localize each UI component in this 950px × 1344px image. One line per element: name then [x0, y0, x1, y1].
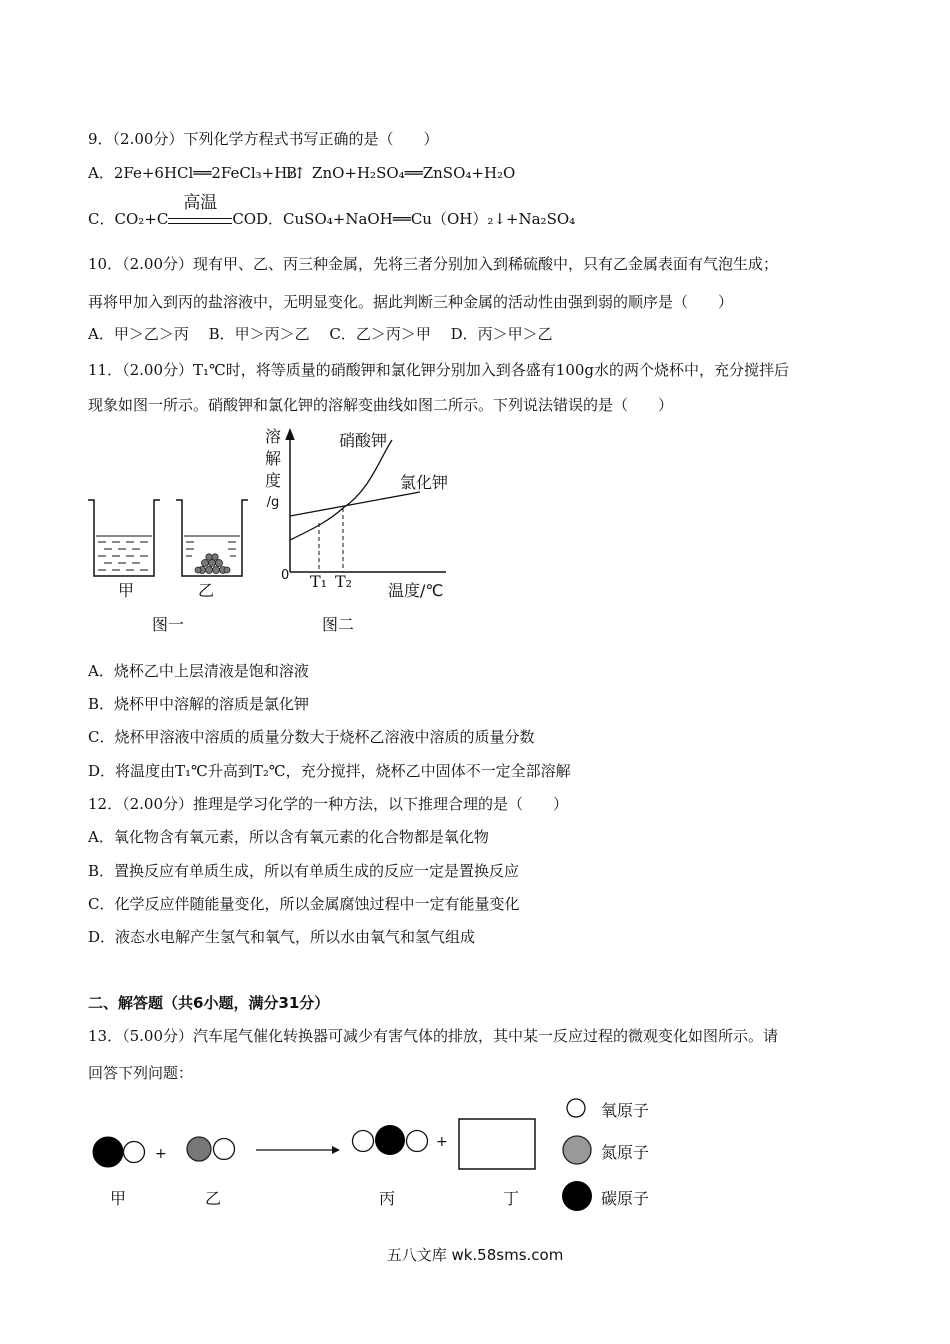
q12-stem: 12．（2.00分）推理是学习化学的一种方法，以下推理合理的是（ ） [88, 795, 568, 813]
figure-two-caption: 图二 [322, 615, 355, 634]
molecule-ding-box [459, 1119, 535, 1169]
section-heading: 二、解答题（共6小题，满分31分） [88, 994, 330, 1012]
label-yi: 乙 [205, 1189, 222, 1208]
q10-options: A．甲＞乙＞丙 B．甲＞丙＞乙 C．乙＞丙＞甲 D．丙＞甲＞乙 [88, 325, 553, 343]
legend-carbon-icon [562, 1181, 592, 1211]
molecule-yi [187, 1137, 235, 1161]
beaker-yi-label: 乙 [198, 581, 215, 600]
q12-option-d: D．液态水电解产生氢气和氧气，所以水由氧气和氢气组成 [88, 928, 476, 946]
q13-stem-line2: 回答下列问题： [88, 1064, 194, 1082]
q9-option-b: B．ZnO+H₂SO₄══ZnSO₄+H₂O [286, 164, 516, 182]
kno3-label: 硝酸钾 [339, 431, 388, 450]
reaction-condition: 高温 [183, 193, 218, 213]
kcl-curve [290, 492, 420, 516]
undissolved-solid-icon [195, 554, 230, 574]
q12-option-c: C．化学反应伴随能量变化，所以金属腐蚀过程中一定有能量变化 [88, 895, 520, 913]
t1-label: T₁ [310, 572, 328, 591]
legend-oxygen-label: 氧原子 [601, 1101, 650, 1120]
x-axis-label: 温度/℃ [388, 581, 444, 600]
q11-stem-line1: 11．（2.00分）T₁℃时，将等质量的硝酸钾和氯化钾分别加入到各盛有100g水的两个烧杯中，充分搅拌后 [88, 361, 790, 379]
molecule-jia [93, 1137, 145, 1167]
q9-option-c [88, 193, 257, 229]
q11-option-d: D．将温度由T₁℃升高到T₂℃，充分搅拌，烧杯乙中固体不一定全部溶解 [88, 762, 571, 780]
molecule-bing [353, 1125, 428, 1155]
kno3-curve [290, 440, 392, 540]
legend-nitrogen-icon [563, 1136, 591, 1164]
kcl-label: 氯化钾 [400, 473, 449, 492]
legend-carbon-label: 碳原子 [601, 1189, 650, 1208]
legend-nitrogen-label: 氮原子 [601, 1143, 650, 1162]
axes [286, 430, 449, 572]
q9-option-a: A．2Fe+6HCl══2FeCl₃+H₂↑ [88, 164, 306, 182]
q11-option-a: A．烧杯乙中上层清液是饱和溶液 [88, 662, 309, 680]
q12-option-a: A．氧化物含有氧元素，所以含有氧元素的化合物都是氧化物 [88, 828, 489, 846]
fig2-y-axis-label: 溶 解 度 /g [264, 427, 281, 510]
origin-label: 0 [281, 568, 290, 583]
plus-sign-1: + [155, 1146, 167, 1162]
label-bing: 丙 [379, 1189, 396, 1208]
q9-stem: 9．（2.00分）下列化学方程式书写正确的是（ ） [88, 130, 439, 148]
q10-stem-line1: 10．（2.00分）现有甲、乙、丙三种金属，先将三者分别加入到稀硫酸中，只有乙金属表面有气泡生成； [88, 255, 778, 273]
q12-option-b: B．置换反应有单质生成，所以有单质生成的反应一定是置换反应 [88, 862, 520, 880]
q11-option-b: B．烧杯甲中溶解的溶质是氯化钾 [88, 695, 310, 713]
plus-sign-2: + [436, 1134, 448, 1150]
t2-label: T₂ [335, 572, 353, 591]
beaker-yi [176, 500, 248, 576]
q11-stem-line2: 现象如图一所示。硝酸钾和氯化钾的溶解变曲线如图二所示。下列说法错误的是（ ） [88, 396, 674, 414]
figure-one-caption: 图一 [152, 615, 185, 634]
label-ding: 丁 [503, 1189, 520, 1208]
equal-sign-icon [168, 218, 232, 224]
q9-option-c-pre: C．CO₂+C [88, 210, 169, 228]
figure-one-beakers [84, 492, 254, 602]
beaker-jia [88, 500, 160, 576]
beaker-jia-label: 甲 [118, 581, 135, 600]
label-jia: 甲 [110, 1189, 127, 1208]
q9-option-c-post: CO [232, 210, 257, 228]
legend-oxygen-icon [567, 1099, 585, 1117]
q13-stem-line1: 13．（5.00分）汽车尾气催化转换器可减少有害气体的排放，其中某一反应过程的微观变化如图所示。请 [88, 1027, 778, 1045]
q11-option-c: C．烧杯甲溶液中溶质的质量分数大于烧杯乙溶液中溶质的质量分数 [88, 728, 535, 746]
q10-stem-line2: 再将甲加入到丙的盐溶液中，无明显变化。据此判断三种金属的活动性由强到弱的顺序是（ ） [88, 293, 734, 311]
q9-option-d: D．CuSO₄+NaOH══Cu（OH）₂↓+Na₂SO₄ [256, 210, 576, 228]
footer-watermark: 五八文库 wk.58sms.com [386, 1246, 564, 1264]
